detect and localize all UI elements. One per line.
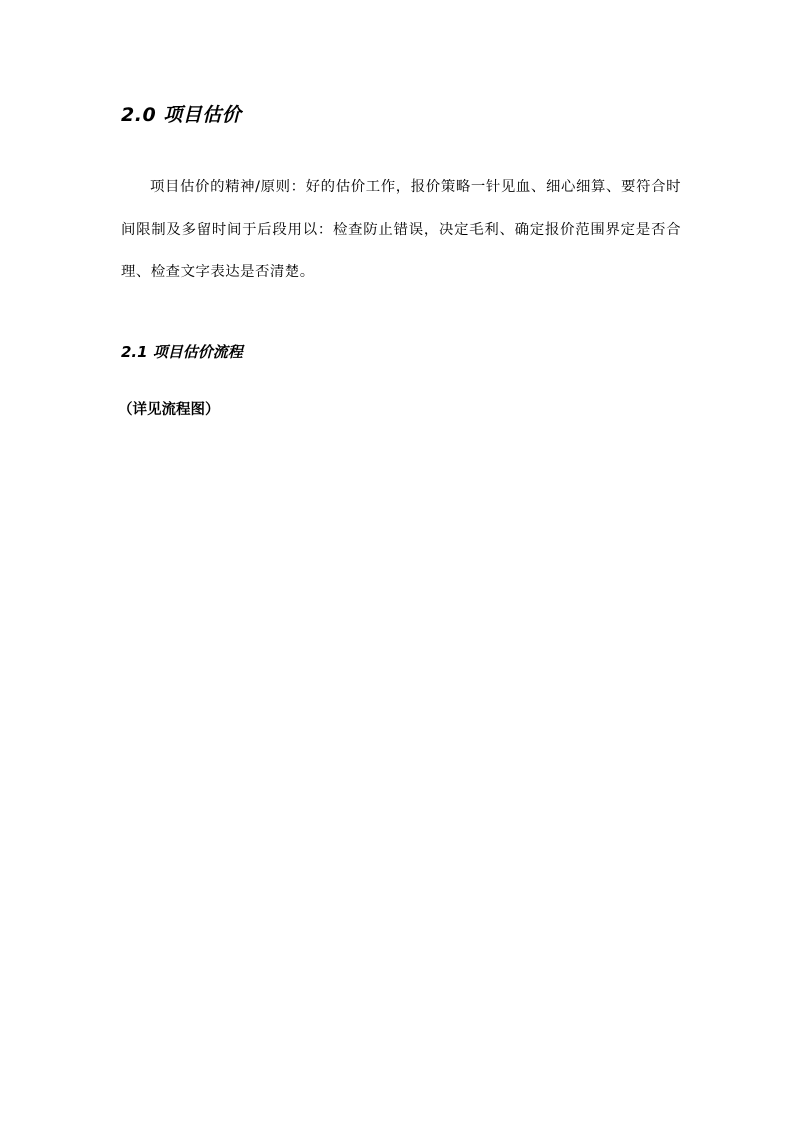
section-paragraph: 项目估价的精神/原则：好的估价工作，报价策略一针见血、细心细算、要符合时间限制及多留时间于后段用以：检查防止错误，决定毛利、确定报价范围界定是否合理、检查文字表达是否清楚。	[121, 179, 681, 280]
flowchart-note: （详见流程图）	[118, 402, 220, 418]
subsection-heading: 2.1 项目估价流程	[121, 343, 243, 361]
section-heading: 2.0 项目估价	[121, 104, 242, 126]
